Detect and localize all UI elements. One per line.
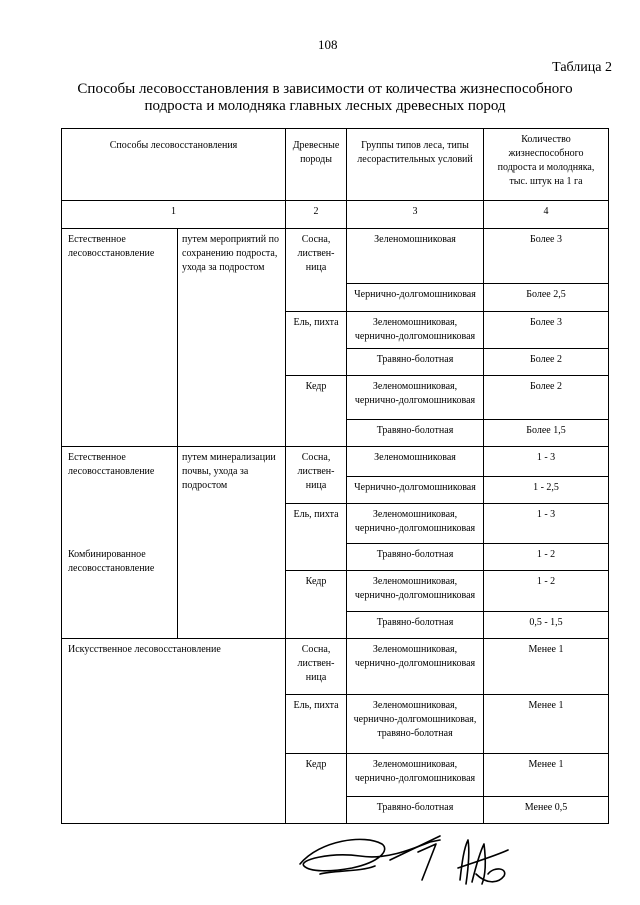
amount-cell: Менее 0,5 <box>484 796 609 823</box>
reforestation-table <box>61 128 609 824</box>
amount-cell: Более 2,5 <box>484 284 609 311</box>
amount-cell: Более 2 <box>484 348 609 375</box>
amount-cell: Менее 1 <box>484 753 609 796</box>
header-methods: Способы лесовосстановления <box>62 129 286 201</box>
group-cell: Зеленомошниковая, чернично-долгомошниковая <box>347 503 484 543</box>
group-cell: Травяно-болотная <box>347 348 484 375</box>
amount-cell: 1 - 2 <box>484 544 609 571</box>
col-number: 2 <box>286 201 347 229</box>
amount-cell: 1 - 2,5 <box>484 476 609 503</box>
group-cell: Зеленомошниковая, чернично-долгомошниковая <box>347 311 484 348</box>
table-row <box>62 446 609 476</box>
amount-cell: Более 2 <box>484 375 609 419</box>
col-number: 3 <box>347 201 484 229</box>
col-number: 1 <box>62 201 286 229</box>
method-cell: Естественное лесовосстановление <box>62 446 178 543</box>
group-cell: Травяно-болотная <box>347 612 484 639</box>
page-title: Способы лесовосстановления в зависимости от количества жизнеспособного подроста и молодняка главных лесных древесных пород <box>77 81 573 114</box>
amount-cell: Более 3 <box>484 311 609 348</box>
species-cell: Ель, пихта <box>286 311 347 375</box>
amount-cell: Более 3 <box>484 229 609 284</box>
group-cell: Зеленомошниковая <box>347 446 484 476</box>
col-number: 4 <box>484 201 609 229</box>
amount-cell: Менее 1 <box>484 695 609 753</box>
group-cell: Зеленомошниковая, чернично-долгомошниковая <box>347 753 484 796</box>
method-cell: Комбинированное лесовосстановление <box>62 544 178 639</box>
column-numbers-row <box>62 201 609 229</box>
species-cell: Сосна, листвен-ница <box>286 229 347 311</box>
way-cell: путем мероприятий по сохранению подроста, ухода за подростом <box>178 229 286 447</box>
species-cell: Ель, пихта <box>286 695 347 753</box>
group-cell: Зеленомошниковая, чернично-долгомошниковая, травяно-болотная <box>347 695 484 753</box>
group-cell: Зеленомошниковая, чернично-долгомошниковая <box>347 375 484 419</box>
page-number: 108 <box>318 37 338 52</box>
group-cell: Зеленомошниковая, чернично-долгомошниковая <box>347 571 484 612</box>
group-cell: Зеленомошниковая, чернично-долгомошниковая <box>347 639 484 695</box>
amount-cell: 1 - 2 <box>484 571 609 612</box>
header-species: Древесные породы <box>286 129 347 201</box>
table-row <box>62 229 609 284</box>
table-row <box>62 639 609 695</box>
species-cell: Сосна, листвен-ница <box>286 639 347 695</box>
amount-cell: 1 - 3 <box>484 446 609 476</box>
header-groups: Группы типов леса, типы лесорастительных условий <box>347 129 484 201</box>
group-cell: Чернично-долгомошниковая <box>347 476 484 503</box>
group-cell: Травяно-болотная <box>347 796 484 823</box>
method-cell: Искусственное лесовосстановление <box>62 639 286 824</box>
table-label: Таблица 2 <box>552 60 612 75</box>
species-cell: Кедр <box>286 753 347 823</box>
amount-cell: Менее 1 <box>484 639 609 695</box>
header-amount: Количество жизнеспособного подроста и молодняка, тыс. штук на 1 га <box>484 129 609 201</box>
group-cell: Чернично-долгомошниковая <box>347 284 484 311</box>
amount-cell: Более 1,5 <box>484 419 609 446</box>
way-cell: путем минерализации почвы, ухода за подростом <box>178 446 286 638</box>
method-cell: Естественное лесовосстановление <box>62 229 178 447</box>
species-cell: Сосна, листвен-ница <box>286 446 347 503</box>
amount-cell: 0,5 - 1,5 <box>484 612 609 639</box>
species-cell: Кедр <box>286 571 347 639</box>
amount-cell: 1 - 3 <box>484 503 609 543</box>
group-cell: Травяно-болотная <box>347 419 484 446</box>
species-cell: Кедр <box>286 375 347 446</box>
group-cell: Зеленомошниковая <box>347 229 484 284</box>
handwritten-signature <box>290 822 520 902</box>
group-cell: Травяно-болотная <box>347 544 484 571</box>
table-header-row <box>62 129 609 201</box>
species-cell: Ель, пихта <box>286 503 347 570</box>
